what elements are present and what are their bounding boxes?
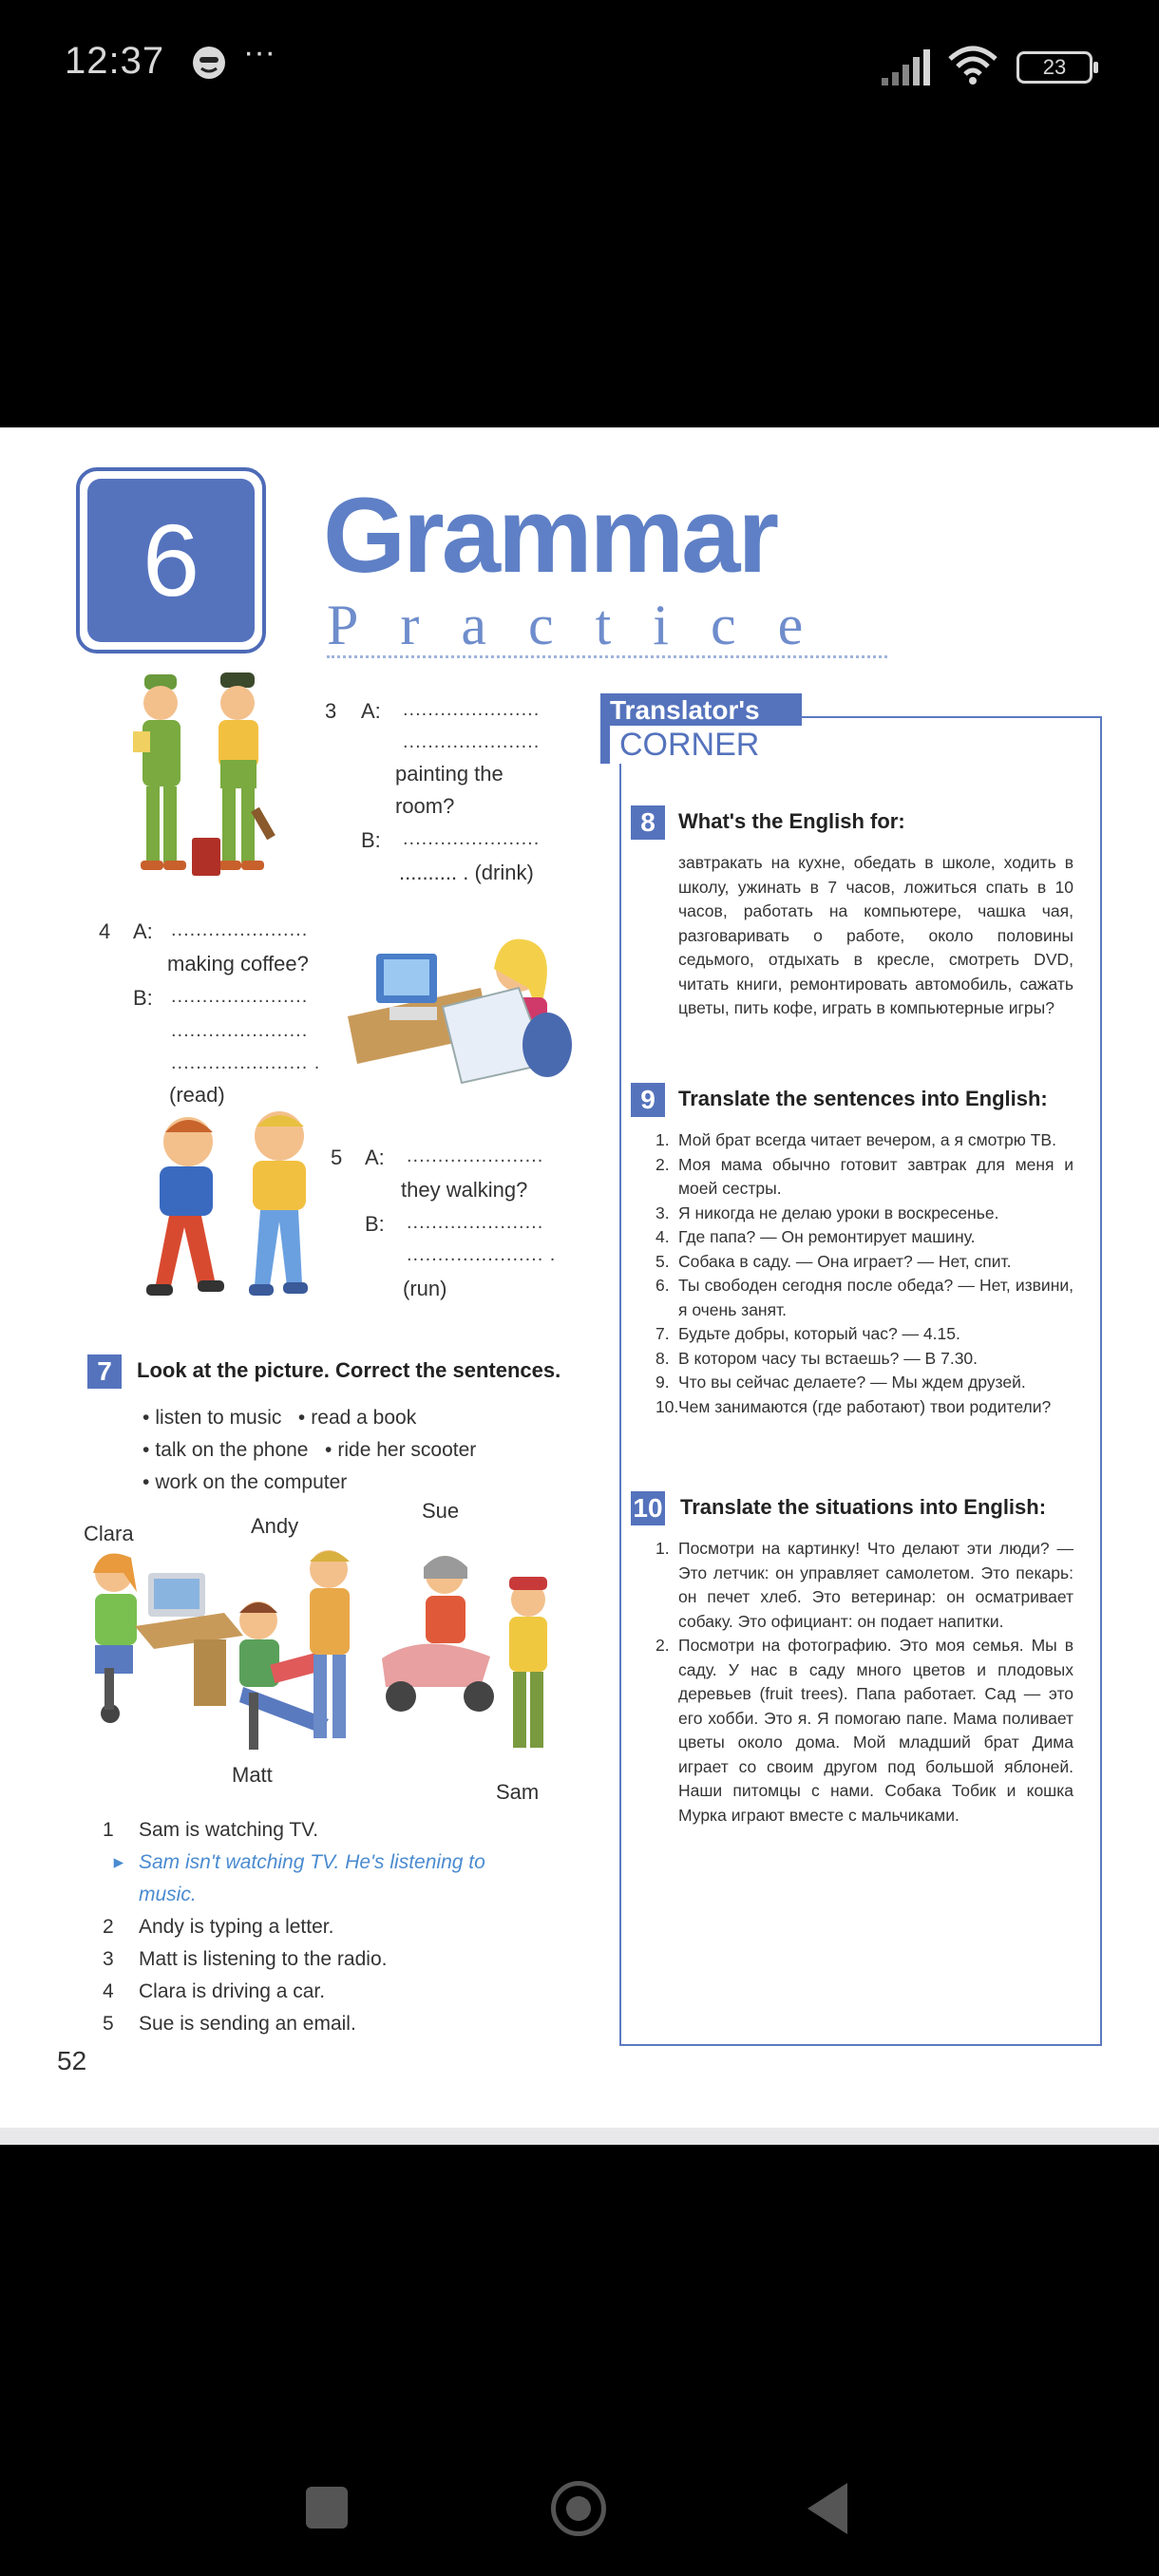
item4-b-blank-2[interactable]: ...................... xyxy=(171,1020,309,1041)
item-text: Где папа? — Он ремонтирует машину. xyxy=(678,1227,976,1246)
bullet-item: talk on the phone xyxy=(155,1439,309,1461)
item3-b-end: .......... . (drink) xyxy=(399,861,534,884)
sentence-text: Sue is sending an email. xyxy=(139,2013,356,2035)
title-divider xyxy=(327,655,887,658)
exercise8-number: 8 xyxy=(631,805,665,840)
sentence-text: Sam is watching TV. xyxy=(139,1819,319,1841)
item3-a-label: A: xyxy=(361,699,381,723)
signal-icon xyxy=(880,47,935,85)
home-button[interactable] xyxy=(551,2481,606,2536)
item-number: 9. xyxy=(656,1373,670,1392)
status-time: 12:37 xyxy=(65,40,165,82)
item4-b-label: B: xyxy=(133,986,153,1010)
item4-text-1: making coffee? xyxy=(167,952,309,975)
list-item xyxy=(656,1153,1074,1202)
sentence-number: 3 xyxy=(103,1948,114,1970)
bullet-row: • listen to music • read a book xyxy=(142,1407,417,1429)
chapter-number: 6 xyxy=(87,479,255,642)
sentence-row xyxy=(103,1976,485,2008)
corner-label-top: Translator's xyxy=(600,693,802,728)
list-item xyxy=(656,1371,1074,1395)
exercise7-sentences xyxy=(103,1814,485,2040)
item5-hint: (run) xyxy=(403,1277,447,1300)
sentence-row xyxy=(103,1911,485,1943)
item-number: 5. xyxy=(656,1251,670,1271)
item-text: В котором часу ты встаешь? — В 7.30. xyxy=(678,1348,978,1368)
list-item xyxy=(656,1274,1074,1322)
item4-a-blank[interactable]: ...................... xyxy=(171,919,309,940)
sentence-answer-row xyxy=(103,1879,485,1911)
item-text: Ты свободен сегодня после обеда? — Нет, извини, я очень занят. xyxy=(678,1276,1074,1319)
item-number: 1. xyxy=(656,1130,670,1149)
sentence-row xyxy=(103,1943,485,1976)
item3-text-2: room? xyxy=(395,794,455,818)
item-text: Посмотри на фотографию. Это моя семья. Мы в саду. У нас в саду много цветов и плодовых деревьев (fruit trees). Папа работает. Сад — это его хобби. Это я. Я помогаю папе. Мама поливает цветы около дома. Мой младший брат Дима играет со своим другом под большой яблоней. Наши питомцы с нами. Собака Тобик и кошка Мурка играют вместе с мальчиками. xyxy=(678,1636,1074,1825)
page-bottom-edge xyxy=(0,2128,1159,2145)
name-label-clara: Clara xyxy=(84,1522,134,1545)
item-text: Что вы сейчас делаете? — Мы ждем друзей. xyxy=(678,1373,1026,1392)
list-item xyxy=(656,1202,1074,1226)
item3-b-blank[interactable]: ...................... xyxy=(403,828,541,849)
item-number: 8. xyxy=(656,1348,670,1368)
back-button[interactable] xyxy=(808,2483,847,2534)
item5-text-1: they walking? xyxy=(401,1178,528,1202)
item-text: Будьте добры, который час? — 4.15. xyxy=(678,1324,960,1343)
item-number: 2. xyxy=(656,1636,670,1655)
sample-answer-line1: Sam isn't watching TV. He's listening to xyxy=(139,1851,485,1873)
running-boys-illustration xyxy=(127,1104,334,1303)
bullet-item: read a book xyxy=(311,1407,417,1429)
bullet-row: • talk on the phone • ride her scooter xyxy=(142,1439,477,1461)
name-label-matt: Matt xyxy=(232,1763,273,1787)
sample-answer-line2: music. xyxy=(139,1884,197,1905)
sentence-number: 5 xyxy=(103,2013,114,2035)
item-number: 4. xyxy=(656,1227,670,1246)
exercise7-title: Look at the picture. Correct the sentences. xyxy=(137,1358,561,1382)
item3-text-1: painting the xyxy=(395,762,504,786)
exercise9-number: 9 xyxy=(631,1083,665,1117)
chapter-badge xyxy=(76,467,266,653)
list-item xyxy=(656,1347,1074,1372)
bullet-item: ride her scooter xyxy=(337,1439,477,1461)
recent-apps-button[interactable] xyxy=(306,2487,348,2529)
item4-b-blank-3[interactable]: ...................... . xyxy=(171,1052,321,1073)
list-item xyxy=(656,1225,1074,1250)
item-number: 6. xyxy=(656,1276,670,1295)
translators-corner-label xyxy=(600,693,802,763)
bullet-row: • work on the computer xyxy=(142,1471,348,1493)
list-item xyxy=(656,1395,1074,1420)
sentence-number: 4 xyxy=(103,1980,114,2002)
list-item xyxy=(656,1537,1074,1634)
page-subtitle: Practice xyxy=(327,594,846,656)
item5-number: 5 xyxy=(331,1146,343,1169)
sentence-row xyxy=(103,2008,485,2040)
name-label-andy: Andy xyxy=(251,1514,299,1538)
exercise10-number: 10 xyxy=(631,1491,665,1525)
corner-label-bottom: CORNER xyxy=(600,726,802,764)
sentence-text: Clara is driving a car. xyxy=(139,1980,326,2002)
page-number: 52 xyxy=(57,2046,87,2075)
list-item xyxy=(656,1250,1074,1275)
name-label-sue: Sue xyxy=(422,1499,460,1523)
bullet-item: listen to music xyxy=(155,1407,282,1429)
item4-b-blank-1[interactable]: ...................... xyxy=(171,986,309,1007)
item3-a-blank-1[interactable]: ...................... xyxy=(403,699,541,720)
item5-b-blank-1[interactable]: ...................... xyxy=(407,1212,544,1233)
sentence-text: Andy is typing a letter. xyxy=(139,1916,334,1938)
painters-illustration xyxy=(106,665,315,893)
sentence-row xyxy=(103,1814,485,1847)
item-text: Посмотри на картинку! Что делают эти люди? — Это летчик: он управляет самолетом. Это пекарь: он печет хлеб. Это ветеринар: он осматривает собаку. Это официант: он подает напитки. xyxy=(678,1539,1074,1631)
reading-girl-illustration xyxy=(338,931,576,1092)
face-icon xyxy=(190,44,228,82)
item5-b-label: B: xyxy=(365,1212,385,1236)
status-bar xyxy=(0,0,1159,133)
textbook-page xyxy=(0,427,1159,2128)
more-notifications-icon: ··· xyxy=(243,34,276,70)
exercise7-number: 7 xyxy=(87,1354,122,1389)
sentence-answer-row xyxy=(103,1847,485,1879)
bullet-item: work on the computer xyxy=(155,1471,348,1493)
exercise8-text: завтракать на кухне, обедать в школе, ходить в школу, ужинать в 7 часов, ложиться спать в 10 часов, работать на компьютере, чашка чая, разговаривать о работе, около половины седьмого, отдыхать в кресле, смотреть DVD, читать книги, ремонтировать автомобиль, сажать цветы, пить кофе, играть в компьютерные игры? xyxy=(678,853,1074,1017)
navigation-bar xyxy=(0,2145,1159,2576)
item-text: Моя мама обычно готовит завтрак для меня и моей сестры. xyxy=(678,1154,1074,1198)
item4-a-label: A: xyxy=(133,919,153,943)
item-text: Чем занимаются (где работают) твои родители? xyxy=(678,1396,1052,1416)
item5-b-blank-2[interactable]: ...................... . xyxy=(407,1244,557,1265)
item-number: 10. xyxy=(656,1396,679,1416)
battery-icon: 23 xyxy=(1016,51,1092,84)
exercise8-title: What's the English for: xyxy=(678,809,905,833)
item-number: 3. xyxy=(656,1203,670,1222)
item4-hint: (read) xyxy=(169,1083,225,1107)
wifi-icon xyxy=(946,44,999,85)
item-text: Собака в саду. — Она играет? — Нет, спит. xyxy=(678,1251,1012,1271)
item-number: 2. xyxy=(656,1154,670,1174)
name-label-sam: Sam xyxy=(496,1780,540,1804)
item3-b-label: B: xyxy=(361,828,381,852)
item-number: 1. xyxy=(656,1539,670,1558)
exercise10-title: Translate the situations into English: xyxy=(680,1495,1047,1519)
item5-a-blank[interactable]: ...................... xyxy=(407,1146,544,1166)
answer-arrow-icon: ▸ xyxy=(103,1851,124,1873)
sentence-number: 1 xyxy=(103,1819,114,1841)
list-item xyxy=(656,1634,1074,1828)
item-text: Я никогда не делаю уроки в воскресенье. xyxy=(678,1203,999,1222)
item4-number: 4 xyxy=(99,919,111,943)
item3-number: 3 xyxy=(325,699,337,723)
list-item xyxy=(656,1322,1074,1347)
page-title: Grammar xyxy=(323,476,777,595)
exercise7-bullets xyxy=(142,1402,476,1499)
exercise9-list xyxy=(656,1128,1074,1419)
sentence-number: 2 xyxy=(103,1916,114,1938)
item5-a-label: A: xyxy=(365,1146,385,1169)
exercise9-title: Translate the sentences into English: xyxy=(678,1087,1048,1110)
item3-a-blank-2[interactable]: ...................... xyxy=(403,731,541,752)
exercise10-list xyxy=(656,1537,1074,1828)
people-activities-illustration xyxy=(82,1544,566,1782)
item-text: Мой брат всегда читает вечером, а я смотрю ТВ. xyxy=(678,1130,1056,1149)
list-item xyxy=(656,1128,1074,1153)
sentence-text: Matt is listening to the radio. xyxy=(139,1948,388,1970)
item-number: 7. xyxy=(656,1324,670,1343)
